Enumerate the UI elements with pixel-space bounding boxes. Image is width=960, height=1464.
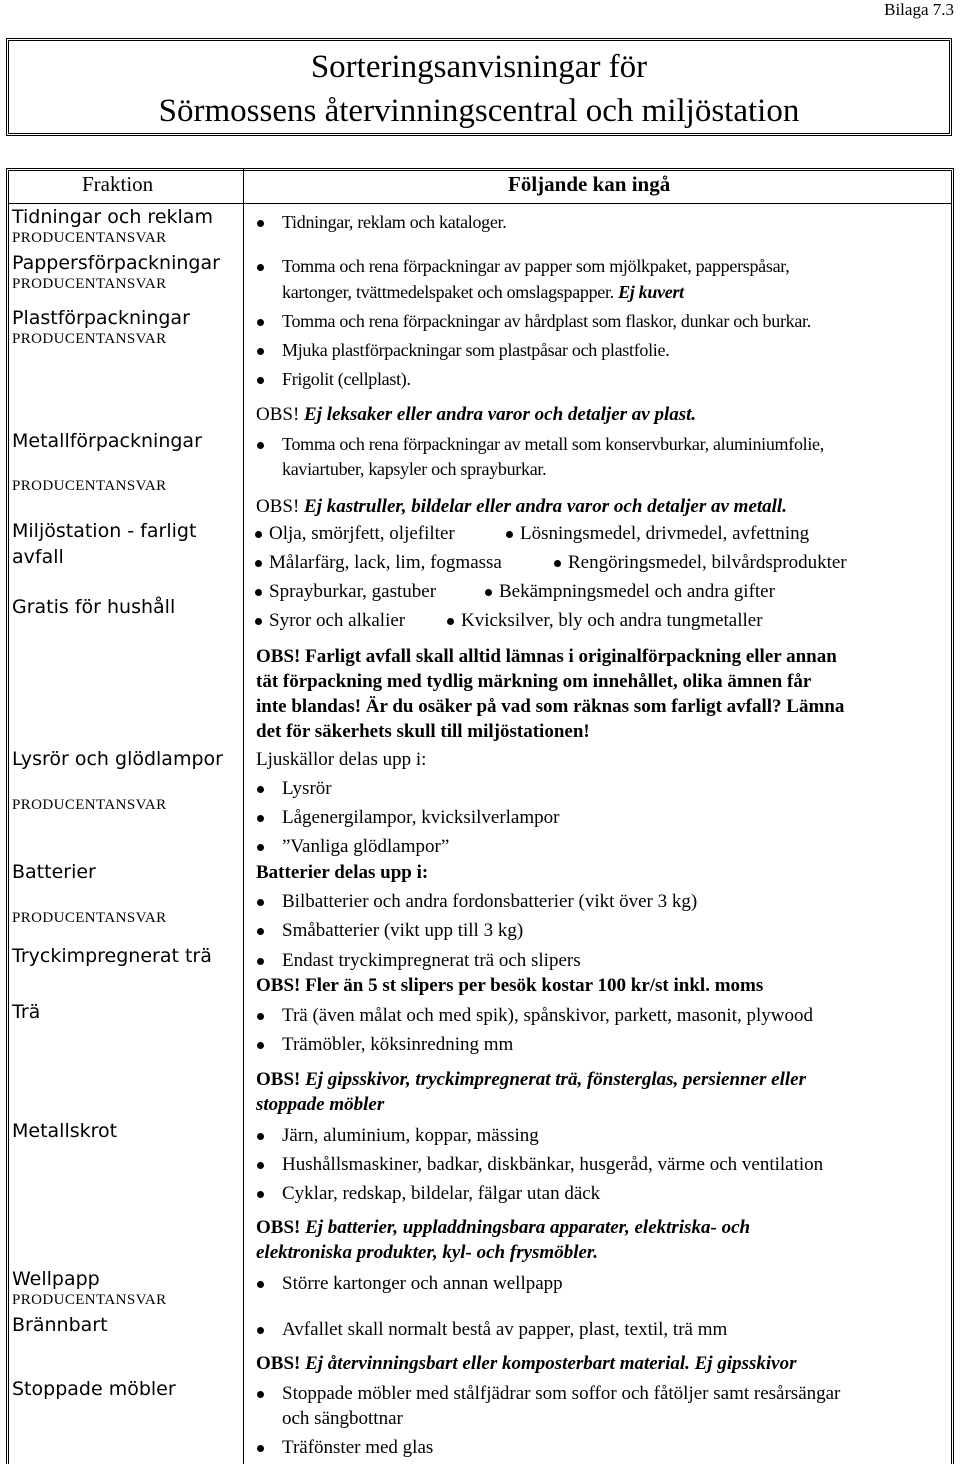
fraction-metall: Metallförpackningar [12, 430, 202, 452]
item-metall-line2: kaviartuber, kapsyler och sprayburkar. [282, 459, 547, 479]
fraction-plast: Plastförpackningar [12, 307, 190, 329]
item-lysror-2: Lågenergilampor, kvicksilverlampor [282, 807, 560, 828]
item-miljo-2: Lösningsmedel, drivmedel, avfettning [520, 523, 810, 544]
item-ms-3: Cyklar, redskap, bildelar, fälgar utan däck [282, 1183, 601, 1204]
header-contents: Följande kan ingå [508, 172, 671, 196]
bra-obs-note: OBS! Ej återvinningsbart eller komposterbart material. Ej gipsskivor [256, 1353, 797, 1374]
item-lysror-1: Lysrör [282, 778, 332, 799]
miljo-obs-line3: inte blandas! Är du osäker på vad som räknas som farligt avfall? Lämna [256, 696, 845, 717]
bullet-icon [257, 1133, 264, 1140]
bullet-icon [257, 1391, 264, 1398]
fraction-miljo-line1: Miljöstation - farligt [12, 520, 197, 542]
tra-obs-line2: stoppade möbler [256, 1094, 385, 1115]
item-stopp-2: Träfönster med glas [282, 1437, 434, 1458]
header-fraction: Fraktion [82, 172, 154, 196]
producer-label: PRODUCENTANSVAR [12, 797, 167, 813]
plast-obs-note: OBS! Ej leksaker eller andra varor och detaljer av plast. [256, 404, 697, 425]
free-for-households: Gratis för hushåll [12, 596, 176, 618]
bullet-icon [257, 928, 264, 935]
bullet-icon [255, 618, 262, 625]
bullet-icon [257, 958, 264, 965]
item-batt-1: Bilbatterier och andra fordonsbatterier (vikt över 3 kg) [282, 891, 698, 912]
item-miljo-4: Rengöringsmedel, bilvårdsprodukter [568, 552, 847, 573]
item-plast-1: Tomma och rena förpackningar av hårdplast som flaskor, dunkar och burkar. [282, 311, 811, 331]
producer-label: PRODUCENTANSVAR [12, 230, 167, 246]
fraction-brannbart: Brännbart [12, 1314, 108, 1336]
bullet-icon [257, 264, 264, 271]
item-ms-2: Hushållsmaskiner, badkar, diskbänkar, husgeråd, värme och ventilation [282, 1154, 824, 1175]
item-lysror-3: ”Vanliga glödlampor” [282, 836, 450, 857]
bullet-icon [257, 348, 264, 355]
bullet-icon [257, 1042, 264, 1049]
item-well-1: Större kartonger och annan wellpapp [282, 1273, 563, 1294]
fraction-lysror: Lysrör och glödlampor [12, 748, 223, 770]
appendix-label: Bilaga 7.3 [884, 0, 954, 19]
miljo-obs-line1: OBS! Farligt avfall skall alltid lämnas i originalförpackning eller annan [256, 646, 837, 667]
item-tra-2: Trämöbler, köksinredning mm [282, 1034, 514, 1055]
item-stopp-line1: Stoppade möbler med stålfjädrar som soffor och fåtöljer samt resårsängar [282, 1383, 841, 1404]
item-miljo-8: Kvicksilver, bly och andra tungmetaller [461, 610, 763, 631]
ms-obs-line2: elektroniska produkter, kyl- och frysmöbler. [256, 1242, 598, 1263]
bullet-icon [257, 786, 264, 793]
fraction-tra: Trä [12, 1001, 41, 1023]
bullet-icon [257, 377, 264, 384]
item-plast-3: Frigolit (cellplast). [282, 369, 411, 389]
item-ms-1: Järn, aluminium, koppar, mässing [282, 1125, 539, 1146]
item-miljo-7: Syror och alkalier [269, 610, 406, 631]
bullet-icon [255, 589, 262, 596]
lysror-intro: Ljuskällor delas upp i: [256, 749, 427, 770]
bullet-icon [255, 531, 262, 538]
bullet-icon [554, 560, 561, 567]
no-envelopes-note: Ej kuvert [618, 282, 684, 302]
bullet-icon [257, 1445, 264, 1452]
producer-label: PRODUCENTANSVAR [12, 910, 167, 926]
item-miljo-1: Olja, smörjfett, oljefilter [269, 523, 455, 544]
producer-label: PRODUCENTANSVAR [12, 1292, 167, 1308]
fraction-metallskrot: Metallskrot [12, 1120, 118, 1142]
item-pappers-line1: Tomma och rena förpackningar av papper som mjölkpaket, papperspåsar, [282, 256, 790, 276]
bullet-icon [257, 815, 264, 822]
bullet-icon [255, 560, 262, 567]
header-divider [9, 203, 951, 204]
bullet-icon [257, 844, 264, 851]
fraction-miljo-line2: avfall [12, 546, 64, 568]
item-miljo-3: Målarfärg, lack, lim, fogmassa [269, 552, 502, 573]
item-miljo-6: Bekämpningsmedel och andra gifter [499, 581, 775, 602]
document-title-box [6, 38, 952, 136]
bullet-icon [257, 1191, 264, 1198]
bullet-icon [257, 220, 264, 227]
tryck-obs-note: OBS! Fler än 5 st slipers per besök kostar 100 kr/st inkl. moms [256, 975, 764, 996]
fraction-batterier: Batterier [12, 861, 96, 883]
bullet-icon [257, 442, 264, 449]
item-tryck-1: Endast tryckimpregnerat trä och slipers [282, 950, 581, 971]
fraction-pappers: Pappersförpackningar [12, 252, 220, 274]
miljo-obs-line4: det för säkerhets skull till miljöstationen! [256, 721, 590, 742]
item-tidningar: Tidningar, reklam och kataloger. [282, 212, 507, 232]
fraction-wellpapp: Wellpapp [12, 1268, 100, 1290]
item-plast-2: Mjuka plastförpackningar som plastpåsar och plastfolie. [282, 340, 670, 360]
item-bra-1: Avfallet skall normalt bestå av papper, plast, textil, trä mm [282, 1319, 728, 1340]
fraction-tidningar: Tidningar och reklam [12, 206, 213, 228]
bullet-icon [257, 1162, 264, 1169]
fraction-stoppade: Stoppade möbler [12, 1378, 176, 1400]
producer-label: PRODUCENTANSVAR [12, 276, 167, 292]
bullet-icon [257, 1327, 264, 1334]
fraction-tryck: Tryckimpregnerat trä [12, 945, 212, 967]
item-tra-1: Trä (även målat och med spik), spånskivor, parkett, masonit, plywood [282, 1005, 813, 1026]
miljo-obs-line2: tät förpackning med tydlig märkning om innehållet, olika ämnen får [256, 671, 812, 692]
ms-obs-line1: OBS! Ej batterier, uppladdningsbara apparater, elektriska- och [256, 1217, 751, 1238]
batt-intro: Batterier delas upp i: [256, 862, 429, 883]
title-line-2: Sörmossens återvinningscentral och miljöstation [158, 93, 800, 129]
tra-obs-line1: OBS! Ej gipsskivor, tryckimpregnerat trä, fönsterglas, persienner eller [256, 1069, 806, 1090]
bullet-icon [506, 531, 513, 538]
bullet-icon [257, 1281, 264, 1288]
item-batt-2: Småbatterier (vikt upp till 3 kg) [282, 920, 524, 941]
column-divider [243, 168, 244, 1464]
item-pappers-line2: kartonger, tvättmedelspaket och omslagspapper. Ej kuvert [282, 282, 684, 302]
bullet-icon [257, 319, 264, 326]
producer-label: PRODUCENTANSVAR [12, 478, 167, 494]
bullet-icon [257, 899, 264, 906]
metall-obs-note: OBS! Ej kastruller, bildelar eller andra varor och detaljer av metall. [256, 496, 787, 517]
item-miljo-5: Sprayburkar, gastuber [269, 581, 437, 602]
item-stopp-line2: och sängbottnar [282, 1408, 403, 1429]
bullet-icon [485, 589, 492, 596]
producer-label: PRODUCENTANSVAR [12, 331, 167, 347]
title-line-1: Sorteringsanvisningar för [310, 49, 648, 85]
item-metall-line1: Tomma och rena förpackningar av metall som konservburkar, aluminiumfolie, [282, 434, 824, 454]
bullet-icon [447, 618, 454, 625]
bullet-icon [257, 1013, 264, 1020]
